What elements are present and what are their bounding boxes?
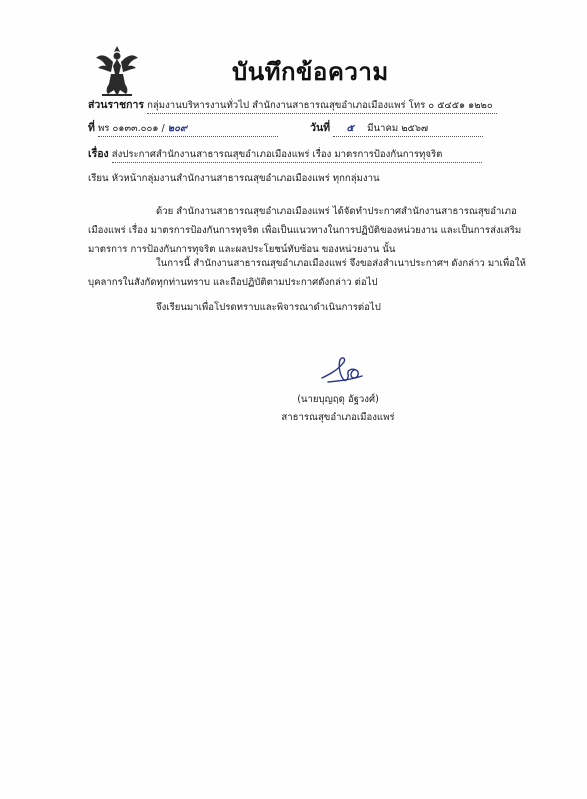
signature-block	[268, 392, 408, 426]
memo-title: บันทึกข้อความ	[232, 58, 389, 86]
addressee-value: หัวหน้ากลุ่มงานสำนักงานสาธารณสุขอำเภอเมืองแพร่ ทุกกลุ่มงาน	[111, 173, 380, 184]
subject-label: เรื่อง	[88, 148, 109, 160]
signer-name: (นายบุญฤดุ อัฐวงศ์)	[297, 394, 379, 405]
signer-position: สาธารณสุขอำเภอเมืองแพร่	[281, 412, 395, 423]
body-paragraph-1	[88, 202, 536, 259]
ref-value: พร ๐๑๓๓.๐๐๑ /	[97, 123, 168, 134]
addressee-row	[88, 172, 380, 186]
date-field	[333, 122, 483, 137]
ref-date-row	[88, 121, 483, 137]
ref-field	[98, 122, 278, 137]
date-label: วันที่	[310, 122, 331, 134]
body-paragraph-3	[88, 298, 536, 317]
body-paragraph-2	[88, 254, 536, 292]
addressee-label: เรียน	[88, 173, 109, 184]
garuda-emblem-icon	[94, 44, 140, 98]
agency-label: ส่วนราชการ	[88, 99, 145, 111]
body-paragraph-1-text: ด้วย สำนักงานสาธารณสุขอำเภอเมืองแพร่ ได้จัดทำประกาศสำนักงานสาธารณสุขอำเภอเมืองแพร่ เรื่อง มาตรการป้องกันการทุจริต เพื่อเป็นแนวทางในการปฏิบัติของหน่วยงาน และเป็นการส่งเสริมมาตรการ การป้องกันการทุจริต และผลประโยชน์ทับซ้อน ของหน่วยงาน นั้น	[88, 206, 522, 255]
body-paragraph-2-text: ในการนี้ สำนักงานสาธารณสุขอำเภอเมืองแพร่ จึงขอส่งสำเนาประกาศฯ ดังกล่าว มาเพื่อให้บุคลากรในสังกัดทุกท่านทราบ และถือปฏิบัติตามประกาศดังกล่าว ต่อไป	[88, 258, 526, 288]
ref-label: ที่	[88, 122, 95, 134]
date-month-year: มีนาคม ๒๕๖๗	[367, 123, 429, 134]
agency-value: กลุ่มงานบริหารงานทั่วไป สำนักงานสาธารณสุขอำเภอเมืองแพร่ โทร ๐ ๕๔๕๑ ๑๒๒๐	[147, 99, 497, 114]
subject-row	[88, 147, 482, 163]
body-paragraph-3-text: จึงเรียนมาเพื่อโปรดทราบและพิจารณาดำเนินการต่อไป	[156, 302, 381, 313]
agency-row	[88, 98, 497, 114]
subject-value: ส่งประกาศสำนักงานสาธารณสุขอำเภอเมืองแพร่ เรื่อง มาตรการป้องกันการทุจริต	[112, 148, 482, 163]
date-handwritten-day: ๕	[346, 123, 354, 134]
ref-handwritten-number: ๒๐๙	[167, 123, 187, 134]
handwritten-signature	[318, 352, 368, 386]
